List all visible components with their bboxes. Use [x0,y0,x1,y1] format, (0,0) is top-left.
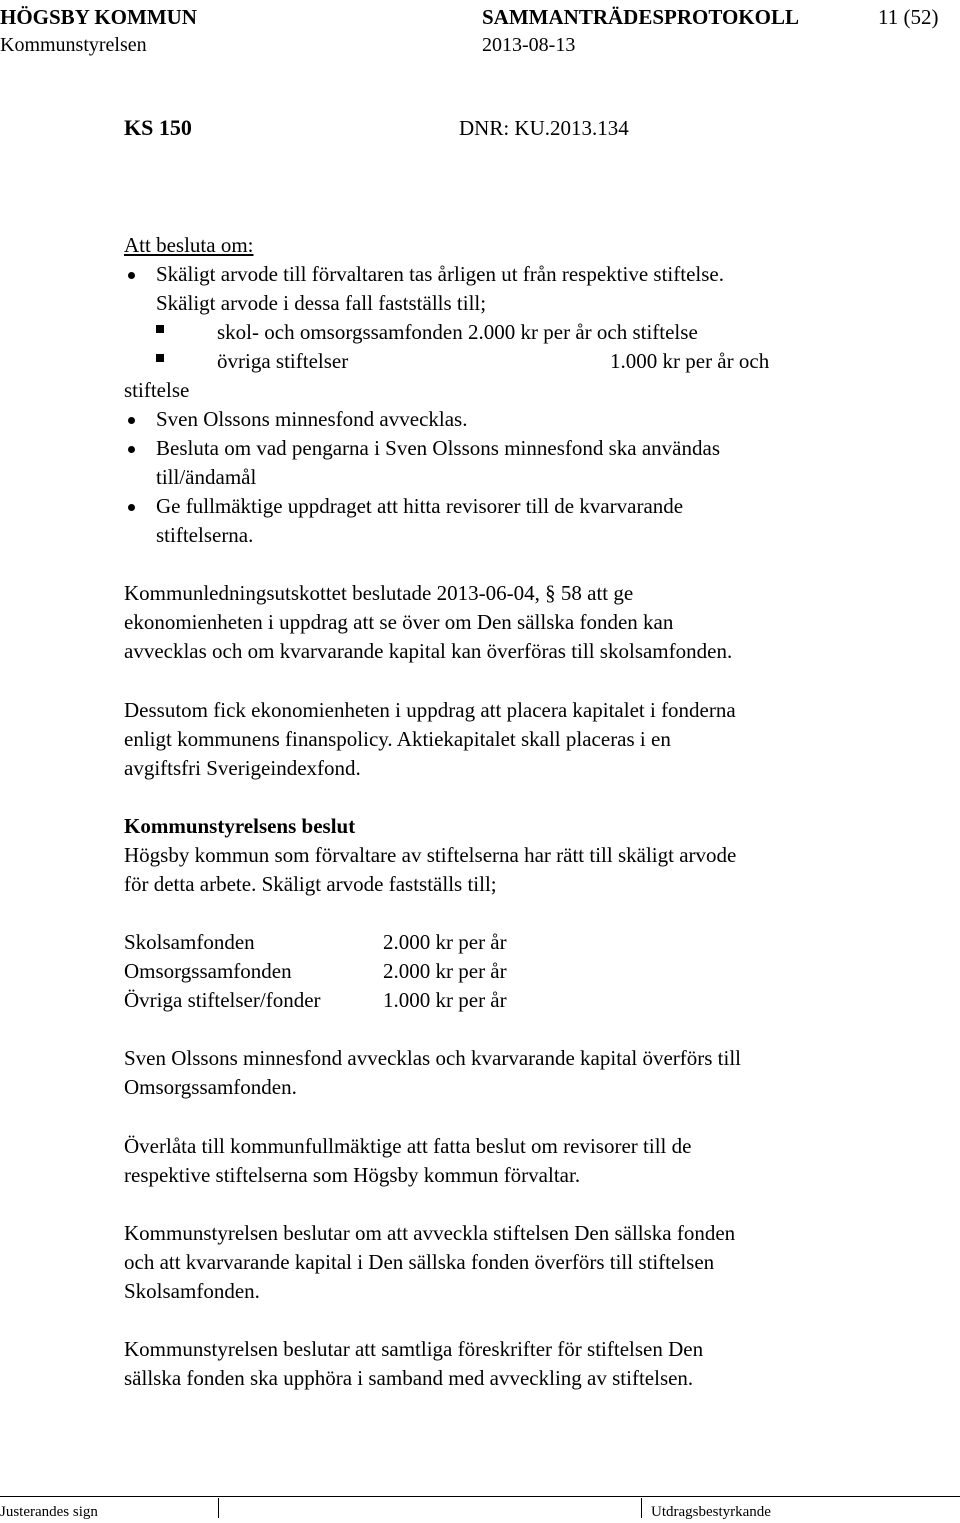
fee-amount: 1.000 kr per år [383,988,507,1012]
decision-line2: för detta arbete. Skäligt arvode fastställs till; [124,872,497,896]
para3-line2: Omsorgssamfonden. [124,1075,297,1099]
para4-line1: Överlåta till kommunfullmäktige att fatta beslut om revisorer till de [124,1134,692,1158]
decide-sub-1: skol- och omsorgssamfonden 2.000 kr per år och stiftelse [217,320,698,344]
para1-line2: ekonomienheten i uppdrag att se över om Den sällska fonden kan [124,610,674,634]
municipality-name: HÖGSBY KOMMUN [0,5,197,29]
decide-bullet-4-cont: stiftelserna. [156,523,254,547]
footer-rule [0,1496,960,1497]
fee-name: Övriga stiftelser/fonder [124,988,321,1012]
para4-line2: respektive stiftelserna som Högsby kommun förvaltar. [124,1163,581,1187]
board-name: Kommunstyrelsen [0,34,147,56]
para2-line2: enligt kommunens finanspolicy. Aktiekapitalet skall placeras i en [124,727,671,751]
bullet-dot [128,272,135,279]
footer-separator [218,1498,219,1518]
fee-amount: 2.000 kr per år [383,930,507,954]
decide-bullet-3: Besluta om vad pengarna i Sven Olssons minnesfond ska användas [156,436,720,460]
footer-certification-label: Utdragsbestyrkande [651,1504,771,1520]
decide-sub-2-cont: stiftelse [124,378,190,402]
decide-bullet-1-cont: Skäligt arvode i dessa fall fastställs till; [156,291,487,315]
para5-line2: och att kvarvarande kapital i Den sällska fonden överförs till stiftelsen [124,1250,715,1274]
bullet-dot [128,504,135,511]
para5-line3: Skolsamfonden. [124,1279,260,1303]
fee-name: Omsorgssamfonden [124,959,292,983]
decision-line1: Högsby kommun som förvaltare av stiftelserna har rätt till skäligt arvode [124,843,737,867]
square-bullet [156,354,164,362]
para5-line1: Kommunstyrelsen beslutar om att avveckla stiftelsen Den sällska fonden [124,1221,736,1245]
decide-bullet-1: Skäligt arvode till förvaltaren tas årligen ut från respektive stiftelse. [156,262,724,286]
case-number: KS 150 [124,115,192,140]
fee-name: Skolsamfonden [124,930,255,954]
footer-separator [641,1498,642,1518]
decide-heading: Att besluta om: [124,233,254,257]
page-number: 11 (52) [878,5,939,29]
decide-sub-2-a: övriga stiftelser [217,349,349,373]
para1-line3: avvecklas och om kvarvarande kapital kan överföras till skolsamfonden. [124,639,733,663]
decide-bullet-2: Sven Olssons minnesfond avvecklas. [156,407,468,431]
para6-line2: sällska fonden ska upphöra i samband med avveckling av stiftelsen. [124,1366,694,1390]
para6-line1: Kommunstyrelsen beslutar att samtliga föreskrifter för stiftelsen Den [124,1337,704,1361]
bullet-dot [128,446,135,453]
document-type: SAMMANTRÄDESPROTOKOLL [482,5,799,29]
para3-line1: Sven Olssons minnesfond avvecklas och kvarvarande kapital överförs till [124,1046,742,1070]
meeting-date: 2013-08-13 [482,34,576,56]
para2-line1: Dessutom fick ekonomienheten i uppdrag att placera kapitalet i fonderna [124,698,736,722]
decide-bullet-4: Ge fullmäktige uppdraget att hitta revisorer till de kvarvarande [156,494,684,518]
footer-signature-label: Justerandes sign [0,1504,98,1520]
fee-amount: 2.000 kr per år [383,959,507,983]
square-bullet [156,325,164,333]
decide-bullet-3-cont: till/ändamål [156,465,257,489]
decision-heading: Kommunstyrelsens beslut [124,814,356,838]
bullet-dot [128,417,135,424]
dnr-number: DNR: KU.2013.134 [459,116,629,140]
decide-sub-2-b: 1.000 kr per år och [610,349,770,373]
para1-line1: Kommunledningsutskottet beslutade 2013-06-04, § 58 att ge [124,581,634,605]
para2-line3: avgiftsfri Sverigeindexfond. [124,756,361,780]
